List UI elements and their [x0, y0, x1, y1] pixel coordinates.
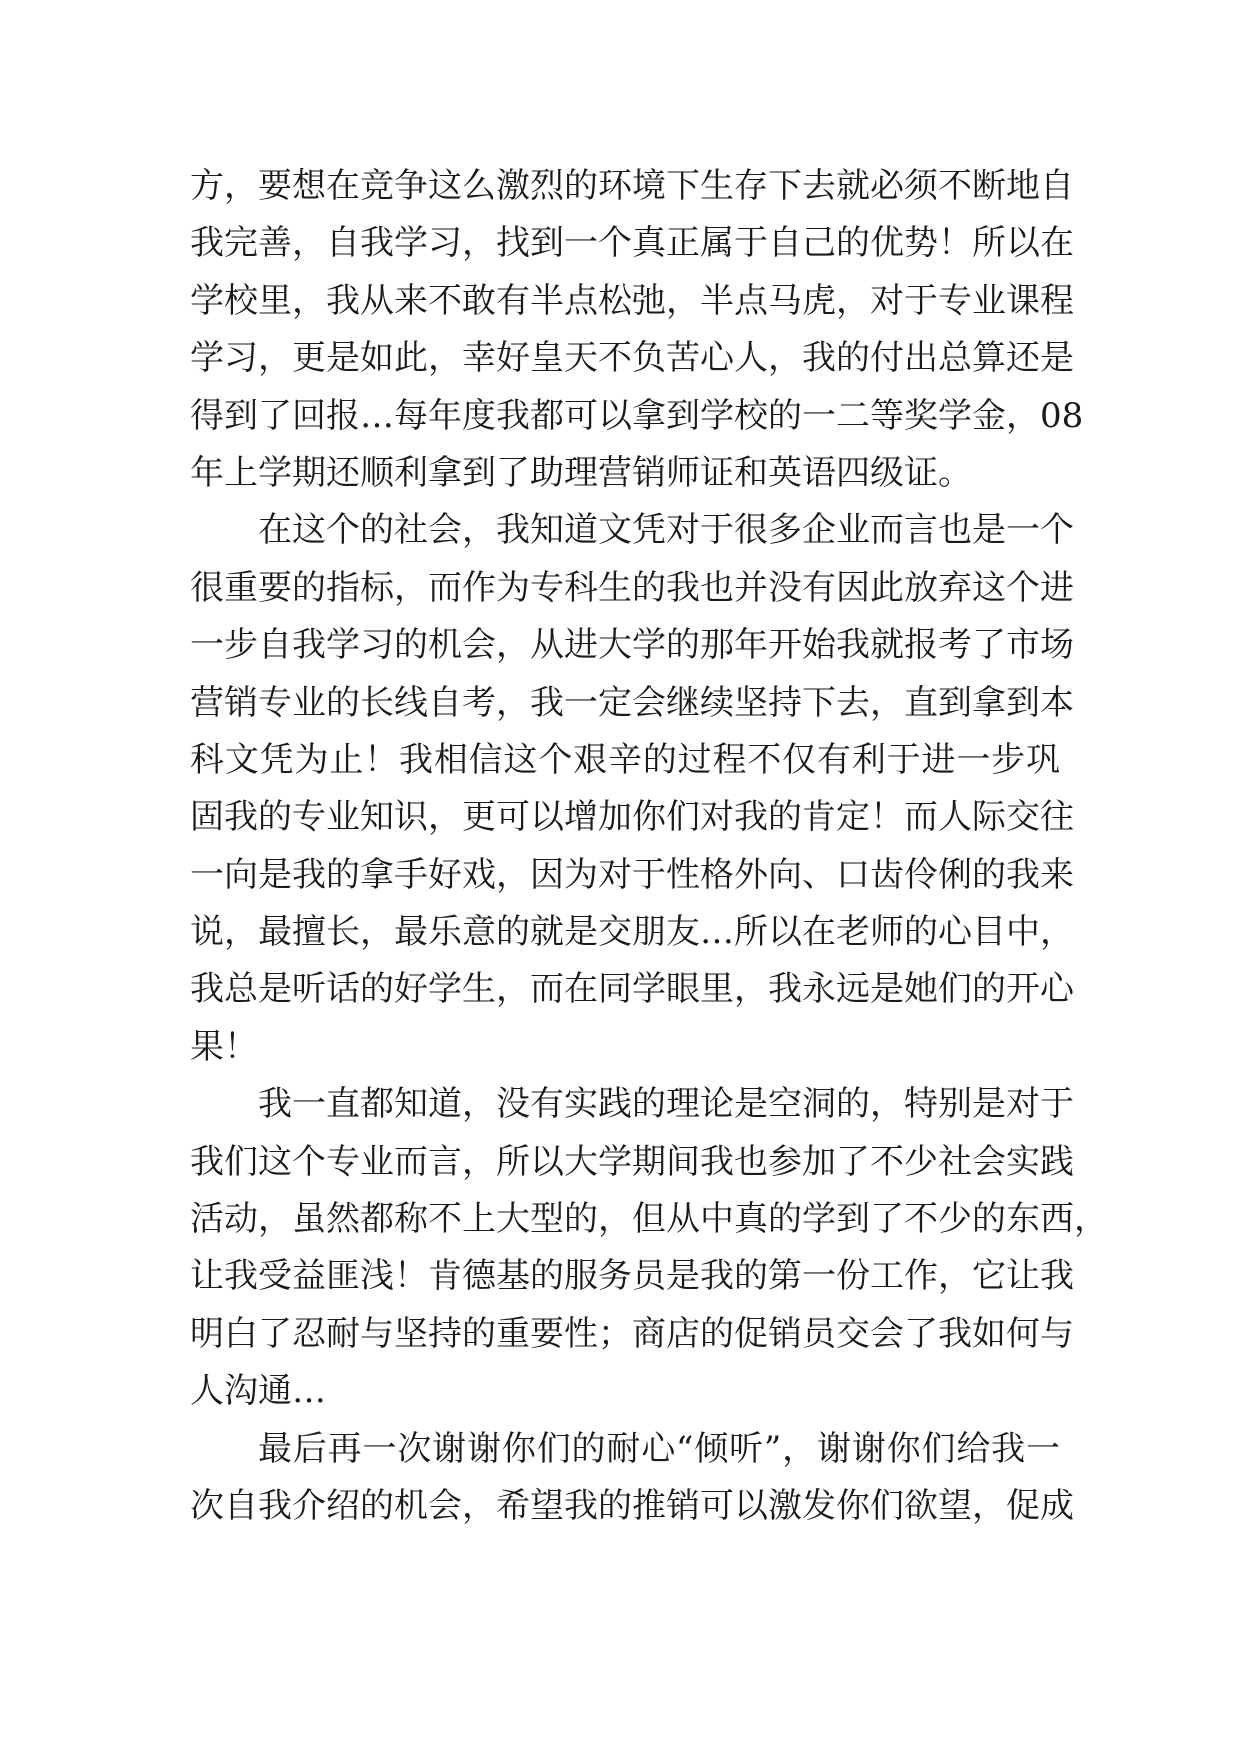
text-line: 方，要想在竞争这么激烈的环境下生存下去就必须不断地自	[190, 166, 1074, 206]
text-line: 让我受益匪浅！肯德基的服务员是我的第一份工作，它让我	[190, 1256, 1074, 1297]
text-line: 很重要的指标，而作为专科生的我也并没有因此放弃这个进	[190, 567, 1074, 608]
text-line: 一向是我的拿手好戏，因为对于性格外向、口齿伶俐的我来	[190, 854, 1074, 895]
text-line: 我总是听话的好学生，而在同学眼里，我永远是她们的开心	[190, 969, 1074, 1010]
text-line: 固我的专业知识，更可以增加你们对我的肯定！而人际交往	[190, 797, 1074, 838]
text-line: 得到了回报…每年度我都可以拿到学校的一二等奖学金，08	[190, 395, 1084, 436]
text-line: 活动，虽然都称不上大型的，但从中真的学到了不少的东西，	[190, 1199, 1108, 1240]
text-line: 科文凭为止！我相信这个艰辛的过程不仅有利于进一步巩	[190, 739, 1060, 780]
text-line: 一步自我学习的机会，从进大学的那年开始我就报考了市场	[190, 625, 1074, 666]
text-line: 明白了忍耐与坚持的重要性；商店的促销员交会了我如何与	[190, 1313, 1074, 1354]
text-line: 学习，更是如此，幸好皇天不负苦心人，我的付出总算还是	[190, 338, 1074, 379]
text-line: 营销专业的长线自考，我一定会继续坚持下去，直到拿到本	[190, 682, 1074, 723]
text-line: 人沟通…	[190, 1371, 326, 1412]
text-line: 在这个的社会，我知道文凭对于很多企业而言也是一个	[258, 510, 1074, 551]
text-line: 次自我介绍的机会，希望我的推销可以激发你们欲望，促成	[190, 1485, 1074, 1526]
text-line: 果！	[190, 1026, 258, 1067]
text-line: 我们这个专业而言，所以大学期间我也参加了不少社会实践	[190, 1141, 1074, 1182]
text-line: 我一直都知道，没有实践的理论是空洞的，特别是对于	[258, 1084, 1074, 1125]
text-line: 我完善，自我学习，找到一个真正属于自己的优势！所以在	[190, 223, 1074, 264]
text-line: 年上学期还顺利拿到了助理营销师证和英语四级证。	[190, 452, 972, 493]
text-line: 说，最擅长，最乐意的就是交朋友…所以在老师的心目中，	[190, 912, 1074, 953]
text-line: 最后再一次谢谢你们的耐心“倾听”，谢谢你们给我一	[258, 1428, 1060, 1469]
document-body	[190, 158, 1108, 1535]
text-line: 学校里，我从来不敢有半点松弛，半点马虎，对于专业课程	[190, 280, 1074, 321]
